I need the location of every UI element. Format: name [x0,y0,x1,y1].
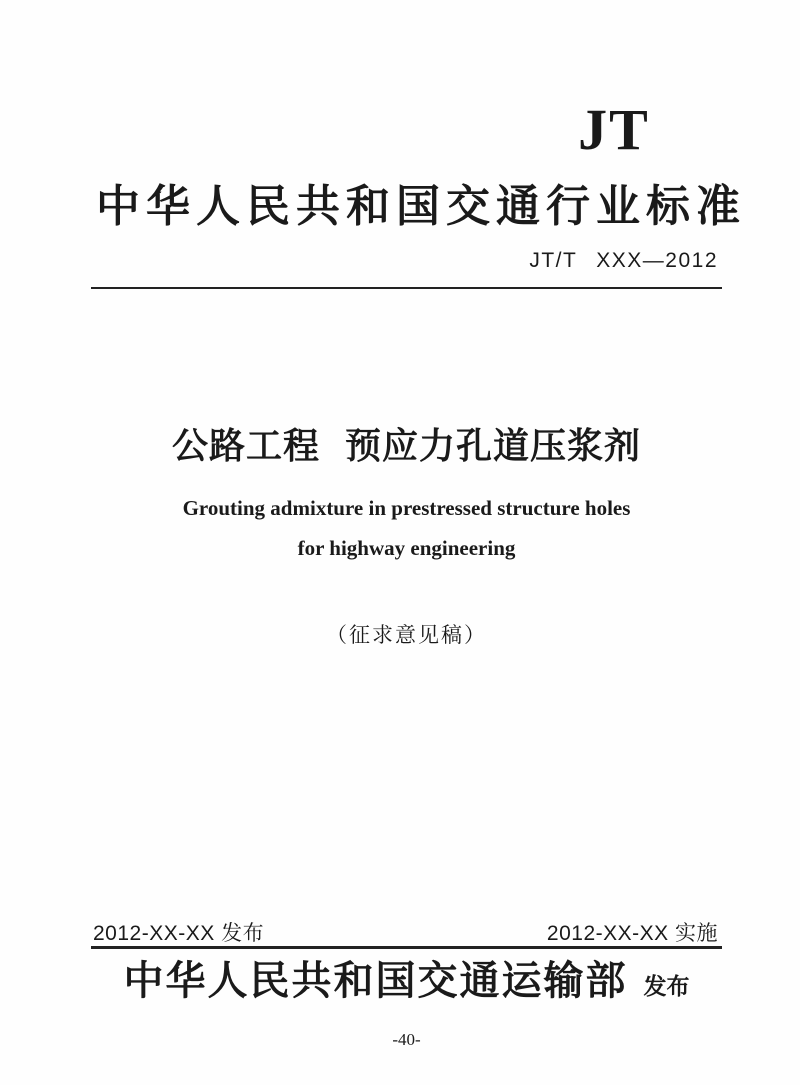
header-divider [91,287,722,289]
standard-number: JT/T XXX—2012 [529,249,718,272]
implement-date: 2012-XX-XX 实施 [546,922,718,945]
issue-date: 2012-XX-XX 发布 [93,922,265,945]
title-english-line1: Grouting admixture in prestressed structure holes [182,496,631,520]
page-number: -40- [392,1030,421,1049]
draft-note: （征求意见稿） [326,623,487,647]
title-chinese: 公路工程 预应力孔道压浆剂 [171,425,641,466]
title-english-line2: for highway engineering [297,536,516,560]
publish-label: 发布 [643,973,690,999]
jt-logo: JT [578,97,650,162]
standard-type-heading: 中华人民共和国交通行业标准 [96,182,746,231]
publisher-name: 中华人民共和国交通运输部 [123,958,628,1003]
date-row [93,917,718,947]
footer-divider [91,946,722,949]
publisher-row [91,956,722,1006]
